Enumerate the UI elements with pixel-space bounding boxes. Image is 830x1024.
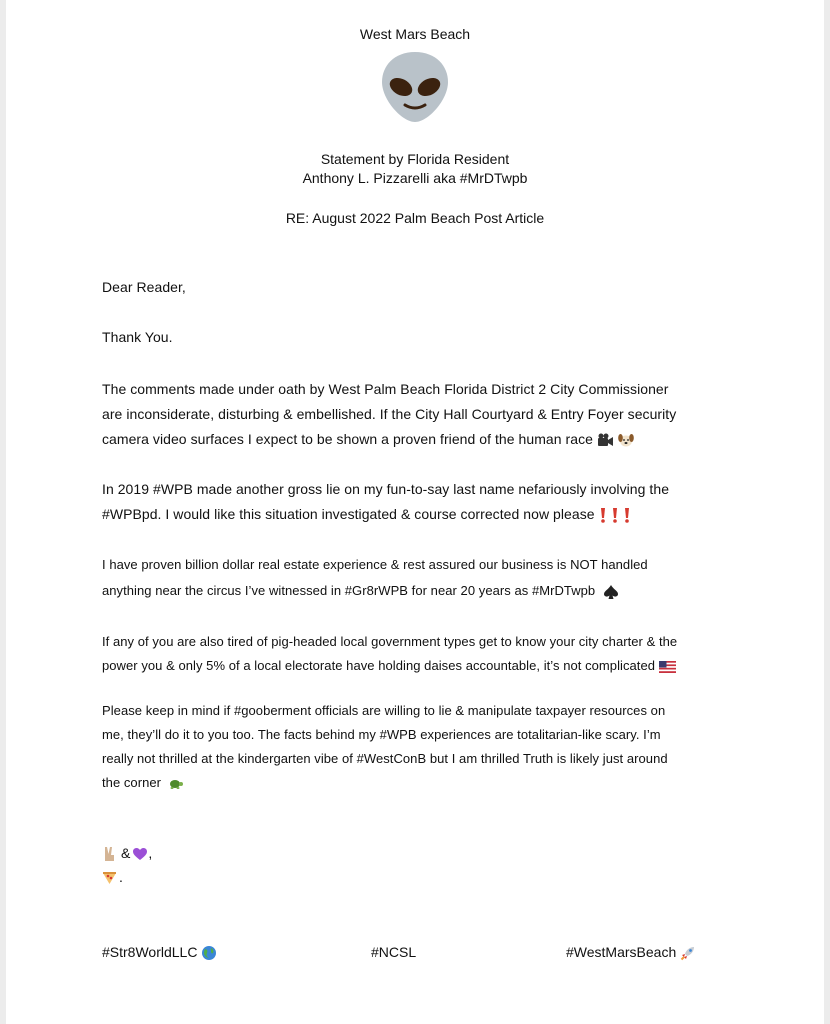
us-flag-icon: [659, 661, 676, 673]
p2-line: [102, 502, 742, 527]
footer-left-text: #Str8WorldLLC: [102, 944, 198, 960]
turtle-icon: [168, 778, 184, 790]
re-line: RE: August 2022 Palm Beach Post Article: [285, 210, 545, 226]
p1-line: are inconsiderate, disturbing & embellished. If the City Hall Courtyard & Entry Foyer security: [102, 406, 677, 422]
p5-line: me, they’ll do it to you too. The facts behind my #WPB experiences are totalitarian-like scary. I’m: [102, 727, 661, 742]
p5-line-text: the corner: [102, 775, 162, 790]
header-title: West Mars Beach: [359, 26, 471, 42]
signoff-line-2: [102, 865, 742, 889]
movie-camera-icon: [597, 433, 614, 447]
p1-line-text: camera video surfaces I expect to be shown a proven friend of the human race: [102, 431, 593, 447]
globe-icon: [201, 945, 217, 961]
salutation-text: Dear Reader,: [102, 279, 186, 295]
red-exclamation-icon: [611, 507, 619, 523]
salutation: [102, 275, 742, 300]
p5-line: Please keep in mind if #gooberment officials are willing to lie & manipulate taxpayer resources on: [102, 703, 666, 718]
p2-line: In 2019 #WPB made another gross lie on my fun-to-say last name nefariously involving the: [102, 481, 670, 497]
statement-line-2: Anthony L. Pizzarelli aka #MrDTwpb: [302, 170, 528, 186]
spade-suit-icon: [603, 584, 619, 600]
p2-line-text: #WPBpd. I would like this situation investigated & course corrected now please: [102, 506, 595, 522]
footer-center-text: #NCSL: [371, 944, 417, 960]
signoff: [102, 841, 742, 889]
paragraph-3: [102, 552, 742, 604]
paragraph-1: [102, 377, 742, 452]
p3-line: I have proven billion dollar real estate experience & rest assured our business is NOT handled: [102, 557, 648, 572]
signoff-ampersand: &: [121, 845, 131, 861]
p3-line-text: anything near the circus I’ve witnessed in #Gr8rWPB for near 20 years as #MrDTwpb: [102, 583, 596, 598]
footer-center: [371, 944, 416, 960]
signoff-period: .: [119, 869, 123, 885]
footer-right: [566, 944, 696, 961]
victory-hand-icon: [102, 846, 117, 863]
p4-line-text: power you & only 5% of a local electorate have holding daises accountable, it’s not complicated: [102, 658, 656, 673]
signoff-line-1: [102, 841, 742, 865]
rocket-icon: [680, 945, 696, 961]
red-exclamation-icon: [623, 507, 631, 523]
dog-face-icon: [618, 433, 634, 447]
p4-line: If any of you are also tired of pig-headed local government types get to know your city charter & the: [102, 634, 678, 649]
paragraph-2: [102, 477, 742, 527]
statement-line-1: Statement by Florida Resident: [320, 151, 510, 167]
p1-line: [102, 427, 742, 452]
thanks: [102, 325, 742, 350]
paragraph-4: [102, 630, 742, 678]
red-exclamation-icon: [599, 507, 607, 523]
alien-face-icon: [380, 50, 450, 124]
p5-line: [102, 771, 742, 795]
p5-line: really not thrilled at the kindergarten vibe of #WestConB but I am thrilled Truth is likely just around: [102, 751, 668, 766]
footer-left: [102, 944, 217, 961]
p1-line: The comments made under oath by West Palm Beach Florida District 2 City Commissioner: [102, 381, 669, 397]
signoff-comma: ,: [148, 845, 153, 861]
paragraph-5: [102, 699, 742, 795]
purple-heart-icon: [132, 847, 148, 861]
p3-line: [102, 578, 742, 604]
footer-right-text: #WestMarsBeach: [566, 944, 677, 960]
thanks-text: Thank You.: [102, 329, 173, 345]
p4-line: [102, 654, 742, 678]
pizza-icon: [102, 871, 117, 885]
